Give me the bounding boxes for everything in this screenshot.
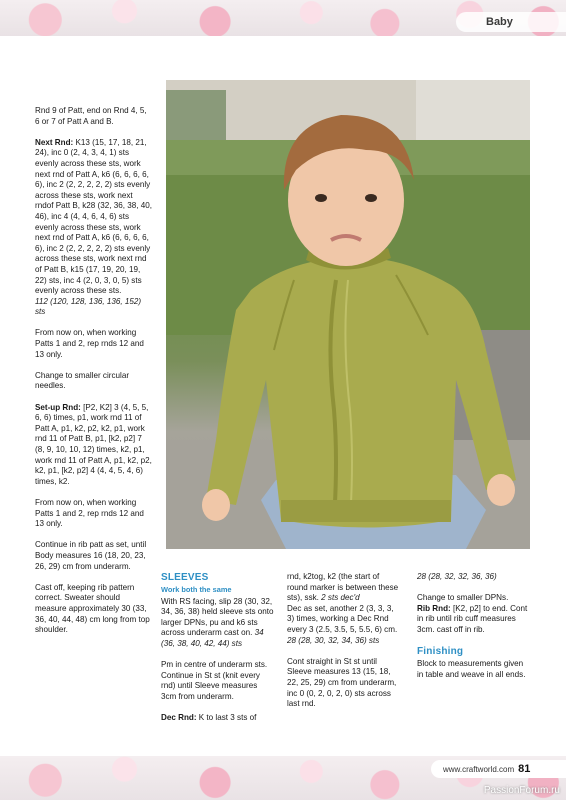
sleeves-continued-column (287, 572, 400, 710)
paragraph: Change to smaller DPNs. (417, 593, 509, 603)
paragraph: Rnd 9 of Patt, end on Rnd 4, 5, 6 or 7 of Patt A and B. (35, 106, 147, 126)
next-rnd-label: Next Rnd: (35, 137, 74, 147)
paragraph (287, 572, 400, 604)
page-number: 81 (518, 763, 531, 775)
stitch-count: 34 (36, 38, 40, 42, 44) sts (161, 628, 264, 648)
sleeves-p1: With RS facing, slip 28 (30, 32, 34, 36, 38) held sleeve sts onto larger DPNs, pu and k6 sts across underarm cast on. (161, 596, 274, 638)
paragraph: Continue in rib patt as set, until Body measures 16 (18, 20, 23, 26, 29) cm from underarm. (35, 540, 147, 571)
photo-illustration (166, 80, 530, 549)
next-round-instruction (35, 138, 153, 318)
floral-footer-strip (0, 756, 566, 800)
footer-tab (431, 760, 566, 778)
next-rnd-text: K13 (15, 17, 18, 21, 24), inc 0 (2, 4, 3, 4, 1) sts evenly across these sts, work next rnd of Patt A, k6 (6, 6, 6, 6, 6), inc 2 (2, 2, 2, 2, 2) sts evenly across these sts, work next rndof Patt B, k28 (32, 36, 38, 40, 46), inc 4 (4, 4, 6, 4, 6) sts evenly across these sts, work next rnd of Patt A, k6 (6, 6, 6, 6, 6), inc 2 (2, 2, 2, 2, 2) sts evenly across these sts, work next rnd of Patt B, k15 (17, 19, 20, 19, 22) sts, inc 4 (2, 0, 3, 0, 5) sts evenly across these sts. (35, 137, 152, 296)
sleeves-subheading: Work both the same (161, 585, 232, 594)
setup-round-instruction (35, 403, 153, 488)
rib-rnd-text: [K2, p2] to end. Cont in rib until rib cuff measures 3cm. cast off in rib. (417, 603, 528, 634)
dec-round-instruction (161, 713, 274, 724)
stitch-count: 28 (28, 32, 32, 36, 36) (417, 572, 497, 581)
section-tab: Baby (456, 12, 566, 32)
paragraph: Cast off, keeping rib pattern correct. Sweater should measure approximately 30 (33, 36, 40, 44, 48) cm long from top shoulder. (35, 582, 150, 635)
paragraph: From now on, when working Patts 1 and 2, rep rnds 12 and 13 only. (35, 328, 144, 359)
dec-rnd-label: Dec Rnd: (161, 713, 197, 723)
paragraph: Change to smaller circular needles. (35, 370, 130, 391)
col-b-p1: rnd, k2tog, k2 (the start of round marker is between these sts), ssk. (287, 572, 399, 603)
finishing-column (417, 572, 529, 680)
rib-rnd-label: Rib Rnd: (417, 603, 451, 613)
paragraph: Cont straight in St st until Sleeve measures 13 (15, 18, 22, 25, 29) cm from underarm, inc 0 (0, 2, 0, 2, 0) sts across last rnd. (287, 656, 397, 709)
finishing-heading: Finishing (417, 646, 464, 658)
setup-rnd-label: Set-up Rnd: (35, 402, 81, 412)
rib-round-instruction (417, 604, 529, 636)
product-photo (166, 80, 530, 549)
setup-rnd-text: [P2, K2] 3 (4, 5, 5, 6, 6) times, p1, work rnd 11 of Patt A, p1, k2, p2, k2, p1, work rnd 11 of Patt B, p1, [k2, p2] 7 (8, 9, 10, 10, 12) times, k2, p1, work rnd 11 of Patt A, p1, k2, p2, k2, p1, [k2, p2] 4 (4, 4, 5, 4, 6) times, k2. (35, 402, 152, 486)
left-column (35, 106, 153, 636)
sleeves-column (161, 572, 274, 724)
paragraph: Dec as set, another 2 (3, 3, 3, 3) times, working a Dec Rnd every 3 (2.5, 3.5, 5, 5.5, 6) cm. (287, 603, 398, 634)
paragraph: Block to measurements given in table and weave in all ends. (417, 659, 526, 679)
paragraph: Pm in centre of underarm sts. Continue in St st (knit every rnd) until Sleeve measures 3cm from underarm. (161, 660, 268, 701)
footer-url[interactable]: www.craftworld.com (443, 765, 515, 774)
paragraph: From now on, when working Patts 1 and 2, rep rnds 12 and 13 only. (35, 497, 144, 529)
stitch-count: 2 sts dec'd (318, 593, 360, 603)
stitch-count: 28 (28, 30, 32, 34, 36) sts (287, 635, 380, 645)
sleeves-heading: SLEEVES (161, 572, 209, 583)
paragraph (161, 597, 274, 650)
watermark: PassionForum.ru (483, 785, 560, 796)
dec-rnd-text: K to last 3 sts of (196, 713, 257, 723)
floral-header-strip (0, 0, 566, 36)
stitch-count: 112 (120, 128, 136, 136, 152) sts (35, 296, 142, 317)
